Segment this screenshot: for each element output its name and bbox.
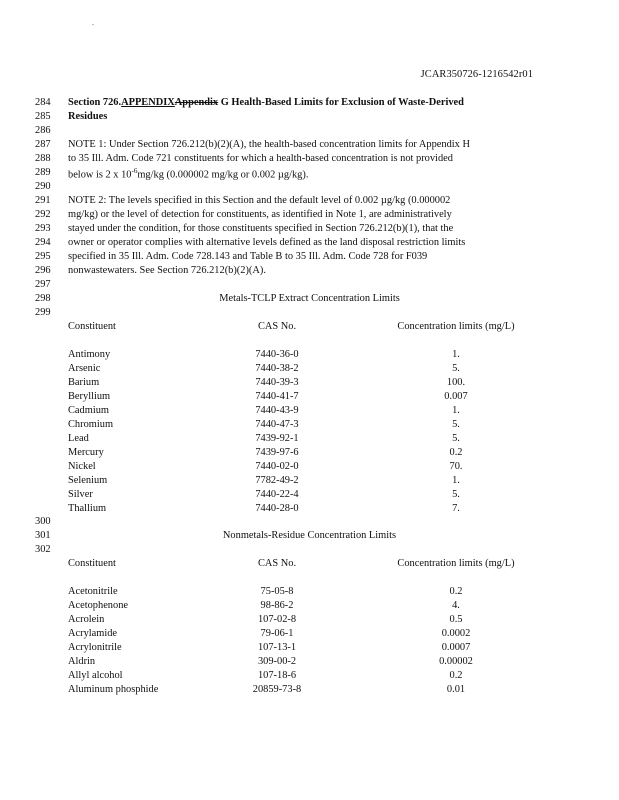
line-number: 284 [35,97,51,108]
cell-cas: 107-02-8 [257,614,297,625]
metals-table-title: Metals-TCLP Extract Concentration Limits [219,293,400,304]
page-mark: . [92,18,94,27]
cell-cas: 75-05-8 [260,586,294,597]
cell-cas: 98-86-2 [260,600,294,611]
cell-cas: 7440-39-3 [255,377,299,388]
cell-limit: 0.2 [449,586,463,597]
cell-limit: 1. [452,405,460,416]
cell-cas: 7439-97-6 [255,447,299,458]
cell-limit: 100. [446,377,466,388]
cell-constituent: Acetonitrile [68,586,118,597]
heading-section: Section 726. [68,97,122,108]
note1-exponent: -6 [131,167,138,175]
cell-limit: 0.0002 [441,628,471,639]
cell-limit: 0.01 [446,684,466,695]
cell-cas: 20859-73-8 [252,684,302,695]
line-number: 290 [35,181,51,192]
cell-limit: 5. [452,363,460,374]
cell-constituent: Selenium [68,475,108,486]
line-number: 300 [35,516,51,527]
note2-line: owner or operator complies with alternative levels defined as the land disposal restriction limits [68,237,466,248]
cell-cas: 7440-36-0 [255,349,299,360]
line-number: 291 [35,195,51,206]
line-number: 288 [35,153,51,164]
cell-limit: 0.2 [449,670,463,681]
note1-line: to 35 Ill. Adm. Code 721 constituents for which a health-based concentration is not provided [68,153,453,164]
cell-cas: 309-00-2 [257,656,297,667]
cell-constituent: Lead [68,433,89,444]
cell-cas: 7440-22-4 [255,489,299,500]
cell-limit: 5. [452,489,460,500]
note1-value: below is 2 x 10 [68,169,132,181]
note2-line: nonwastewaters. See Section 726.212(b)(2)(A). [68,265,266,276]
cell-cas: 107-13-1 [257,642,297,653]
line-number: 299 [35,307,51,318]
line-number: 297 [35,279,51,290]
header-constituent: Constituent [68,321,116,332]
cell-constituent: Silver [68,489,93,500]
cell-cas: 7440-02-0 [255,461,299,472]
line-number: 292 [35,209,51,220]
cell-constituent: Cadmium [68,405,109,416]
document-id: JCAR350726-1216542r01 [420,69,533,80]
cell-limit: 0.00002 [439,656,473,667]
cell-constituent: Beryllium [68,391,111,402]
cell-constituent: Allyl alcohol [68,670,123,681]
line-number: 293 [35,223,51,234]
cell-constituent: Acrolein [68,614,105,625]
cell-constituent: Acrylamide [68,628,118,639]
cell-constituent: Antimony [68,349,111,360]
line-number: 286 [35,125,51,136]
cell-constituent: Barium [68,377,100,388]
cell-limit: 0.5 [449,614,463,625]
note1-line [68,167,308,180]
cell-limit: 0.2 [449,447,463,458]
cell-limit: 5. [452,433,460,444]
cell-constituent: Nickel [68,461,96,472]
cell-constituent: Aluminum phosphide [68,684,159,695]
cell-limit: 1. [452,475,460,486]
note2-line: NOTE 2: The levels specified in this Section and the default level of 0.002 µg/kg (0.000002 [68,195,451,206]
note1-unit: mg/kg (0.000002 mg/kg or 0.002 µg/kg). [137,169,309,181]
cell-constituent: Acetophenone [68,600,129,611]
nonmetals-table-title: Nonmetals-Residue Concentration Limits [222,530,397,541]
cell-limit: 4. [452,600,460,611]
heading-appendix-deleted: Appendix [174,97,219,108]
note1-line: NOTE 1: Under Section 726.212(b)(2)(A), the health-based concentration limits for Appendix H [68,139,470,150]
header-limit: Concentration limits (mg/L) [397,321,515,332]
cell-limit: 7. [452,503,460,514]
cell-cas: 7782-49-2 [255,475,299,486]
header-cas: CAS No. [257,321,297,332]
cell-cas: 7440-28-0 [255,503,299,514]
line-number: 298 [35,293,51,304]
cell-cas: 7440-43-9 [255,405,299,416]
cell-constituent: Chromium [68,419,114,430]
note2-line: stayed under the condition, for those constituents specified in Section 726.212(b)(1), that the [68,223,454,234]
line-number: 295 [35,251,51,262]
cell-cas: 7440-47-3 [255,419,299,430]
heading-title: G Health-Based Limits for Exclusion of Waste-Derived [218,97,464,108]
section-heading-line2: Residues [68,111,108,122]
header-limit: Concentration limits (mg/L) [397,558,515,569]
cell-constituent: Acrylonitrile [68,642,122,653]
cell-constituent: Arsenic [68,363,101,374]
section-heading [68,97,464,108]
cell-cas: 79-06-1 [260,628,294,639]
line-number: 294 [35,237,51,248]
line-number: 287 [35,139,51,150]
cell-cas: 107-18-6 [257,670,297,681]
cell-constituent: Mercury [68,447,104,458]
cell-limit: 0.0007 [441,642,471,653]
header-cas: CAS No. [257,558,297,569]
line-number: 296 [35,265,51,276]
cell-constituent: Aldrin [68,656,96,667]
cell-cas: 7440-38-2 [255,363,299,374]
cell-limit: 0.007 [444,391,468,402]
note2-line: specified in 35 Ill. Adm. Code 728.143 and Table B to 35 Ill. Adm. Code 728 for F039 [68,251,428,262]
cell-cas: 7439-92-1 [255,433,299,444]
note2-line: mg/kg) or the level of detection for constituents, as identified in Note 1, are administratively [68,209,452,220]
line-number: 285 [35,111,51,122]
line-number: 289 [35,167,51,178]
cell-cas: 7440-41-7 [255,391,299,402]
line-number: 301 [35,530,51,541]
heading-appendix-inserted: APPENDIX [121,97,175,108]
cell-limit: 70. [449,461,463,472]
cell-limit: 5. [452,419,460,430]
cell-limit: 1. [452,349,460,360]
cell-constituent: Thallium [68,503,107,514]
line-number: 302 [35,544,51,555]
header-constituent: Constituent [68,558,116,569]
